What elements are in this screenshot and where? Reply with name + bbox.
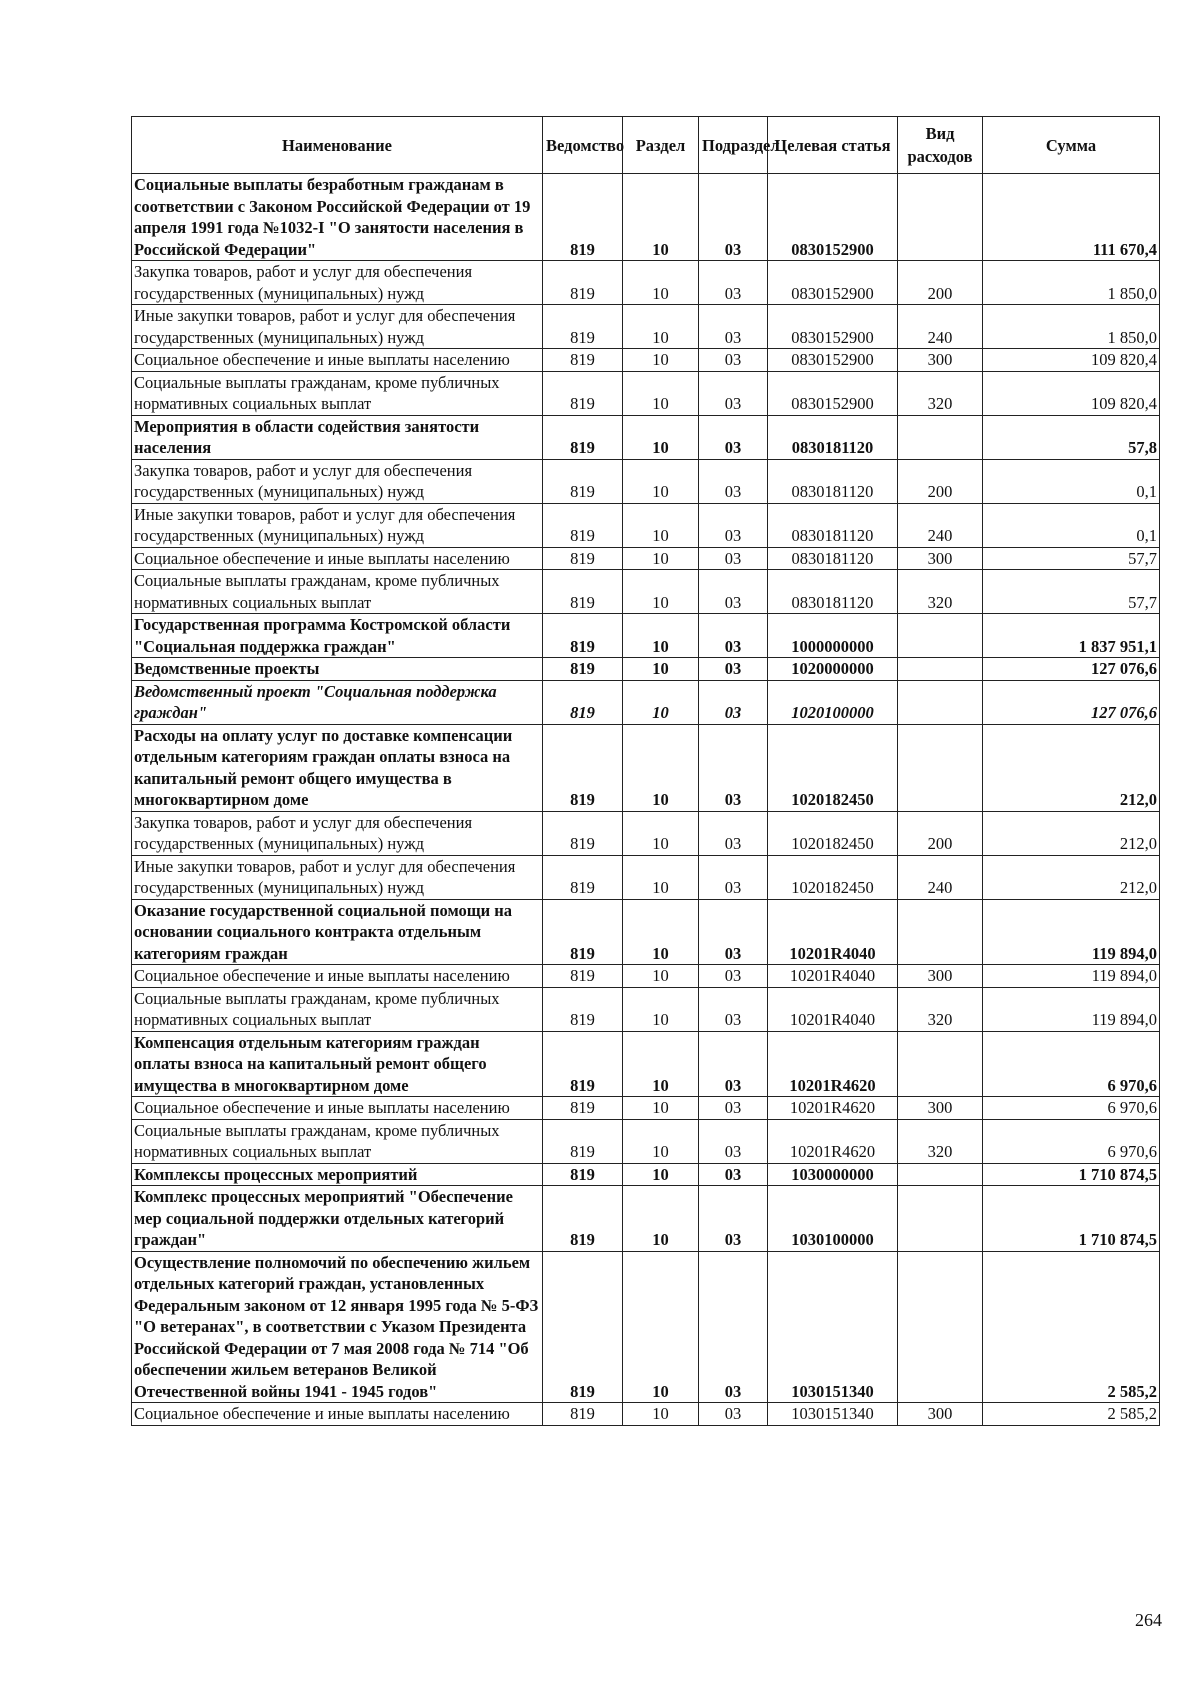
cell-summa: 2 585,2 [983, 1251, 1160, 1403]
cell-razdel: 10 [623, 547, 699, 570]
cell-vid [898, 1163, 983, 1186]
cell-celevaya: 0830152900 [768, 305, 898, 349]
table-row [132, 174, 1160, 261]
cell-razdel: 10 [623, 1097, 699, 1120]
cell-razdel: 10 [623, 1031, 699, 1097]
cell-summa: 109 820,4 [983, 371, 1160, 415]
cell-summa: 6 970,6 [983, 1097, 1160, 1120]
cell-podrazdel: 03 [699, 1097, 768, 1120]
cell-vid [898, 1251, 983, 1403]
table-row [132, 547, 1160, 570]
cell-razdel: 10 [623, 261, 699, 305]
cell-celevaya: 0830181120 [768, 415, 898, 459]
cell-summa: 212,0 [983, 811, 1160, 855]
cell-name: Социальные выплаты безработным гражданам в соответствии с Законом Российской Федерации от 19 апреля 1991 года №1032-I "О занятости населения в Российской Федерации" [132, 174, 543, 261]
cell-celevaya: 0830152900 [768, 174, 898, 261]
cell-podrazdel: 03 [699, 680, 768, 724]
cell-podrazdel: 03 [699, 1163, 768, 1186]
table-row [132, 349, 1160, 372]
cell-summa: 1 850,0 [983, 261, 1160, 305]
cell-razdel: 10 [623, 1163, 699, 1186]
header-razdel: Раздел [623, 117, 699, 174]
cell-celevaya: 1020182450 [768, 724, 898, 811]
cell-name: Социальное обеспечение и иные выплаты населению [132, 547, 543, 570]
cell-name: Социальные выплаты гражданам, кроме публичных нормативных социальных выплат [132, 570, 543, 614]
table-body [132, 174, 1160, 1426]
cell-razdel: 10 [623, 1186, 699, 1252]
header-celevaya: Целевая статья [768, 117, 898, 174]
budget-table [131, 116, 1160, 1426]
cell-vid [898, 724, 983, 811]
cell-podrazdel: 03 [699, 261, 768, 305]
cell-name: Социальные выплаты гражданам, кроме публичных нормативных социальных выплат [132, 371, 543, 415]
cell-summa: 119 894,0 [983, 899, 1160, 965]
cell-podrazdel: 03 [699, 811, 768, 855]
table-row [132, 899, 1160, 965]
cell-celevaya: 10201R4620 [768, 1031, 898, 1097]
cell-vedomstvo: 819 [543, 305, 623, 349]
cell-razdel: 10 [623, 415, 699, 459]
cell-razdel: 10 [623, 349, 699, 372]
cell-razdel: 10 [623, 855, 699, 899]
cell-vedomstvo: 819 [543, 614, 623, 658]
cell-razdel: 10 [623, 1119, 699, 1163]
header-vedomstvo: Ведомство [543, 117, 623, 174]
cell-razdel: 10 [623, 459, 699, 503]
cell-podrazdel: 03 [699, 1186, 768, 1252]
cell-vid: 320 [898, 570, 983, 614]
cell-razdel: 10 [623, 899, 699, 965]
cell-name: Осуществление полномочий по обеспечению жильем отдельных категорий граждан, установленных Федеральным законом от 12 января 1995 года № 5-ФЗ "О ветеранах", в соответствии с Указом Президента Российской Федерации от 7 мая 2008 года № 714 "Об обеспечении жильем ветеранов Великой Отечественной войны 1941 - 1945 годов" [132, 1251, 543, 1403]
cell-vid: 300 [898, 965, 983, 988]
table-row [132, 1031, 1160, 1097]
cell-summa: 212,0 [983, 724, 1160, 811]
cell-summa: 57,7 [983, 547, 1160, 570]
cell-vedomstvo: 819 [543, 415, 623, 459]
table-row [132, 570, 1160, 614]
table-row [132, 1251, 1160, 1403]
cell-razdel: 10 [623, 987, 699, 1031]
cell-vid: 240 [898, 305, 983, 349]
cell-vid: 240 [898, 503, 983, 547]
cell-celevaya: 1020182450 [768, 811, 898, 855]
cell-name: Социальные выплаты гражданам, кроме публичных нормативных социальных выплат [132, 1119, 543, 1163]
cell-vedomstvo: 819 [543, 547, 623, 570]
table-row [132, 459, 1160, 503]
cell-summa: 57,7 [983, 570, 1160, 614]
cell-celevaya: 0830152900 [768, 349, 898, 372]
cell-celevaya: 10201R4620 [768, 1119, 898, 1163]
cell-name: Мероприятия в области содействия занятости населения [132, 415, 543, 459]
cell-vedomstvo: 819 [543, 680, 623, 724]
cell-vid: 300 [898, 547, 983, 570]
cell-summa: 1 710 874,5 [983, 1163, 1160, 1186]
cell-name: Социальное обеспечение и иные выплаты населению [132, 1097, 543, 1120]
table-header [132, 117, 1160, 174]
cell-razdel: 10 [623, 305, 699, 349]
cell-vid: 320 [898, 371, 983, 415]
cell-vedomstvo: 819 [543, 459, 623, 503]
cell-name: Социальные выплаты гражданам, кроме публичных нормативных социальных выплат [132, 987, 543, 1031]
cell-celevaya: 10201R4040 [768, 965, 898, 988]
cell-podrazdel: 03 [699, 305, 768, 349]
cell-celevaya: 1030000000 [768, 1163, 898, 1186]
cell-vedomstvo: 819 [543, 855, 623, 899]
cell-summa: 6 970,6 [983, 1031, 1160, 1097]
cell-name: Закупка товаров, работ и услуг для обеспечения государственных (муниципальных) нужд [132, 459, 543, 503]
cell-celevaya: 0830181120 [768, 570, 898, 614]
cell-podrazdel: 03 [699, 1119, 768, 1163]
table-row [132, 987, 1160, 1031]
table-row [132, 1163, 1160, 1186]
cell-summa: 57,8 [983, 415, 1160, 459]
cell-celevaya: 1020000000 [768, 658, 898, 681]
cell-celevaya: 10201R4620 [768, 1097, 898, 1120]
cell-vedomstvo: 819 [543, 1186, 623, 1252]
cell-name: Комплексы процессных мероприятий [132, 1163, 543, 1186]
cell-summa: 212,0 [983, 855, 1160, 899]
cell-vid [898, 680, 983, 724]
cell-name: Компенсация отдельным категориям граждан оплаты взноса на капитальный ремонт общего имущества в многоквартирном доме [132, 1031, 543, 1097]
header-podrazdel: Подраздел [699, 117, 768, 174]
cell-summa: 119 894,0 [983, 987, 1160, 1031]
cell-vid: 300 [898, 1403, 983, 1426]
cell-vid: 300 [898, 349, 983, 372]
header-vid: Вид расходов [898, 117, 983, 174]
cell-celevaya: 1030151340 [768, 1403, 898, 1426]
table-row [132, 658, 1160, 681]
table-row [132, 371, 1160, 415]
cell-summa: 0,1 [983, 503, 1160, 547]
cell-razdel: 10 [623, 174, 699, 261]
cell-celevaya: 0830181120 [768, 503, 898, 547]
cell-vedomstvo: 819 [543, 1031, 623, 1097]
cell-summa: 109 820,4 [983, 349, 1160, 372]
cell-razdel: 10 [623, 724, 699, 811]
cell-vid: 200 [898, 261, 983, 305]
cell-vedomstvo: 819 [543, 1251, 623, 1403]
cell-summa: 1 710 874,5 [983, 1186, 1160, 1252]
cell-summa: 127 076,6 [983, 680, 1160, 724]
cell-vedomstvo: 819 [543, 570, 623, 614]
cell-summa: 119 894,0 [983, 965, 1160, 988]
cell-name: Расходы на оплату услуг по доставке компенсации отдельным категориям граждан оплаты взноса на капитальный ремонт общего имущества в многоквартирном доме [132, 724, 543, 811]
cell-razdel: 10 [623, 658, 699, 681]
cell-razdel: 10 [623, 614, 699, 658]
cell-podrazdel: 03 [699, 965, 768, 988]
cell-vedomstvo: 819 [543, 371, 623, 415]
cell-celevaya: 0830152900 [768, 261, 898, 305]
cell-celevaya: 0830181120 [768, 547, 898, 570]
cell-name: Оказание государственной социальной помощи на основании социального контракта отдельным категориям граждан [132, 899, 543, 965]
table-row [132, 415, 1160, 459]
cell-summa: 6 970,6 [983, 1119, 1160, 1163]
cell-name: Комплекс процессных мероприятий "Обеспечение мер социальной поддержки отдельных категорий граждан" [132, 1186, 543, 1252]
cell-vid: 320 [898, 1119, 983, 1163]
cell-name: Социальное обеспечение и иные выплаты населению [132, 1403, 543, 1426]
cell-razdel: 10 [623, 371, 699, 415]
cell-celevaya: 1030151340 [768, 1251, 898, 1403]
cell-podrazdel: 03 [699, 899, 768, 965]
cell-podrazdel: 03 [699, 658, 768, 681]
cell-razdel: 10 [623, 570, 699, 614]
header-name: Наименование [132, 117, 543, 174]
cell-vedomstvo: 819 [543, 1097, 623, 1120]
table-row [132, 1119, 1160, 1163]
table-row [132, 261, 1160, 305]
cell-celevaya: 0830152900 [768, 371, 898, 415]
cell-podrazdel: 03 [699, 1403, 768, 1426]
cell-podrazdel: 03 [699, 415, 768, 459]
cell-podrazdel: 03 [699, 724, 768, 811]
header-summa: Сумма [983, 117, 1160, 174]
cell-vid: 240 [898, 855, 983, 899]
cell-name: Иные закупки товаров, работ и услуг для обеспечения государственных (муниципальных) нужд [132, 855, 543, 899]
cell-name: Социальное обеспечение и иные выплаты населению [132, 965, 543, 988]
table-row [132, 1403, 1160, 1426]
cell-vedomstvo: 819 [543, 1119, 623, 1163]
cell-summa: 1 850,0 [983, 305, 1160, 349]
cell-name: Закупка товаров, работ и услуг для обеспечения государственных (муниципальных) нужд [132, 811, 543, 855]
cell-podrazdel: 03 [699, 1031, 768, 1097]
cell-celevaya: 1000000000 [768, 614, 898, 658]
cell-name: Государственная программа Костромской области "Социальная поддержка граждан" [132, 614, 543, 658]
cell-vedomstvo: 819 [543, 1403, 623, 1426]
cell-podrazdel: 03 [699, 349, 768, 372]
table-row [132, 1186, 1160, 1252]
cell-podrazdel: 03 [699, 371, 768, 415]
cell-celevaya: 0830181120 [768, 459, 898, 503]
cell-podrazdel: 03 [699, 503, 768, 547]
cell-celevaya: 10201R4040 [768, 987, 898, 1031]
cell-celevaya: 1020182450 [768, 855, 898, 899]
cell-celevaya: 1030100000 [768, 1186, 898, 1252]
cell-vid [898, 415, 983, 459]
cell-name: Ведомственные проекты [132, 658, 543, 681]
cell-vedomstvo: 819 [543, 503, 623, 547]
cell-summa: 0,1 [983, 459, 1160, 503]
cell-vid: 200 [898, 459, 983, 503]
cell-vedomstvo: 819 [543, 811, 623, 855]
cell-vid [898, 899, 983, 965]
cell-name: Социальное обеспечение и иные выплаты населению [132, 349, 543, 372]
cell-summa: 2 585,2 [983, 1403, 1160, 1426]
cell-vedomstvo: 819 [543, 899, 623, 965]
table-row [132, 965, 1160, 988]
cell-podrazdel: 03 [699, 547, 768, 570]
page-number: 264 [1135, 1610, 1162, 1630]
cell-name: Ведомственный проект "Социальная поддержка граждан" [132, 680, 543, 724]
table-row [132, 305, 1160, 349]
cell-vedomstvo: 819 [543, 174, 623, 261]
table-row [132, 680, 1160, 724]
cell-vedomstvo: 819 [543, 724, 623, 811]
cell-summa: 1 837 951,1 [983, 614, 1160, 658]
cell-razdel: 10 [623, 1251, 699, 1403]
cell-razdel: 10 [623, 680, 699, 724]
cell-podrazdel: 03 [699, 1251, 768, 1403]
cell-name: Закупка товаров, работ и услуг для обеспечения государственных (муниципальных) нужд [132, 261, 543, 305]
cell-podrazdel: 03 [699, 570, 768, 614]
cell-razdel: 10 [623, 965, 699, 988]
cell-vid [898, 1031, 983, 1097]
cell-vid: 320 [898, 987, 983, 1031]
cell-vedomstvo: 819 [543, 658, 623, 681]
cell-celevaya: 1020100000 [768, 680, 898, 724]
cell-podrazdel: 03 [699, 987, 768, 1031]
cell-summa: 111 670,4 [983, 174, 1160, 261]
table-row [132, 855, 1160, 899]
cell-vedomstvo: 819 [543, 965, 623, 988]
cell-podrazdel: 03 [699, 459, 768, 503]
table-row [132, 503, 1160, 547]
table-row [132, 811, 1160, 855]
cell-name: Иные закупки товаров, работ и услуг для обеспечения государственных (муниципальных) нужд [132, 503, 543, 547]
cell-razdel: 10 [623, 1403, 699, 1426]
cell-vid: 300 [898, 1097, 983, 1120]
cell-vid: 200 [898, 811, 983, 855]
cell-razdel: 10 [623, 503, 699, 547]
cell-vid [898, 614, 983, 658]
cell-razdel: 10 [623, 811, 699, 855]
cell-vid [898, 1186, 983, 1252]
cell-celevaya: 10201R4040 [768, 899, 898, 965]
cell-vid [898, 174, 983, 261]
cell-vedomstvo: 819 [543, 987, 623, 1031]
budget-sheet [131, 116, 1159, 1426]
cell-vid [898, 658, 983, 681]
cell-podrazdel: 03 [699, 174, 768, 261]
cell-summa: 127 076,6 [983, 658, 1160, 681]
cell-vedomstvo: 819 [543, 261, 623, 305]
cell-name: Иные закупки товаров, работ и услуг для обеспечения государственных (муниципальных) нужд [132, 305, 543, 349]
table-row [132, 1097, 1160, 1120]
cell-podrazdel: 03 [699, 855, 768, 899]
table-row [132, 724, 1160, 811]
cell-vedomstvo: 819 [543, 349, 623, 372]
cell-vedomstvo: 819 [543, 1163, 623, 1186]
cell-podrazdel: 03 [699, 614, 768, 658]
table-row [132, 614, 1160, 658]
